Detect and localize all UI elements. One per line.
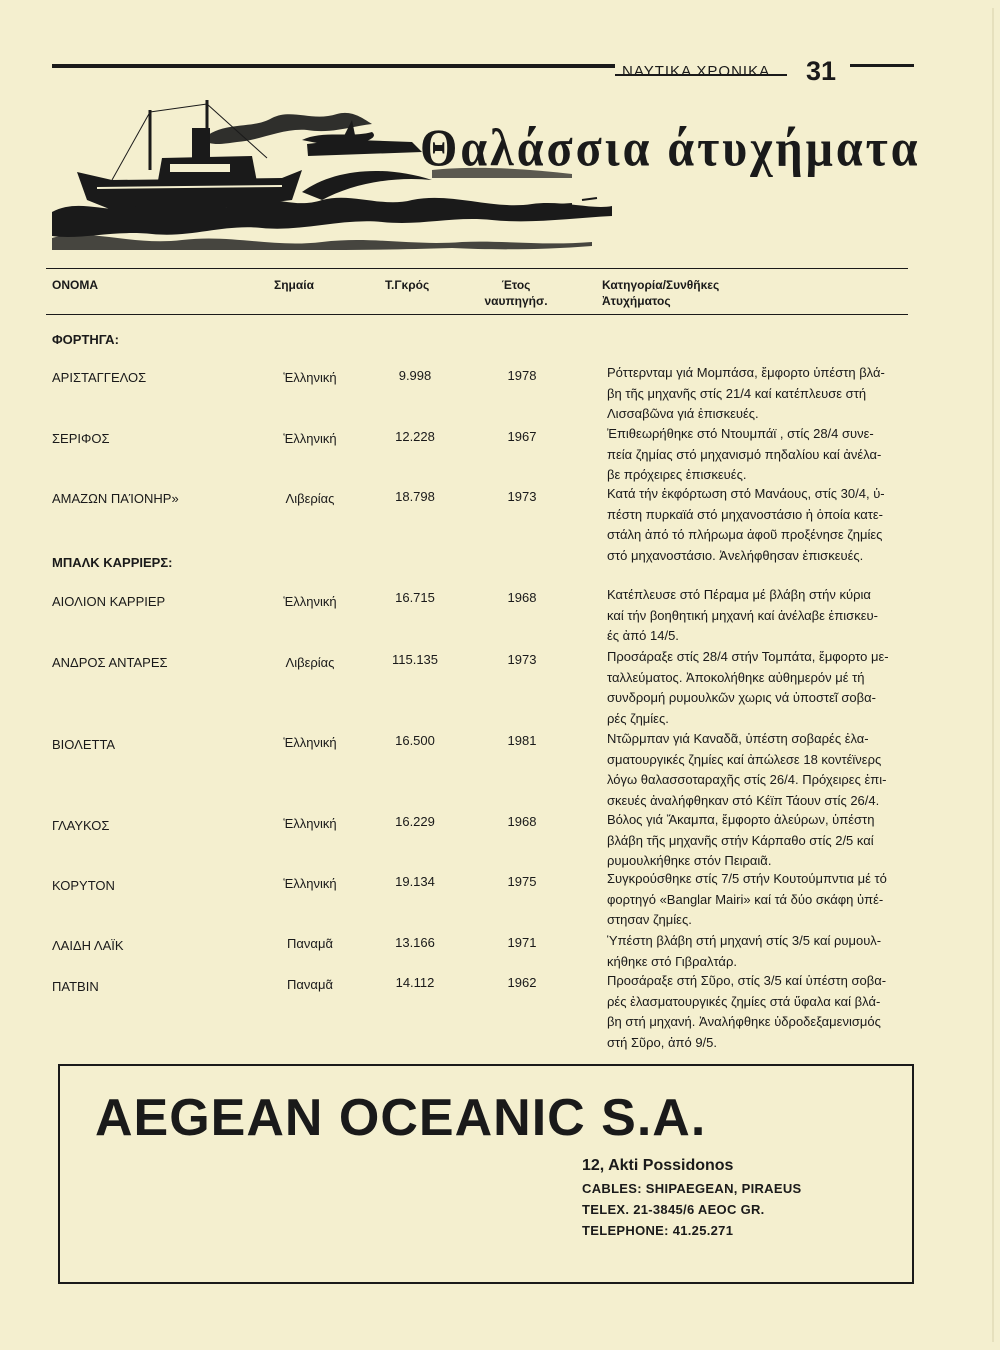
ship-tonnage: 12.228 bbox=[395, 429, 435, 444]
ship-flag: Ἑλληνική bbox=[283, 876, 337, 891]
table-header-rule bbox=[46, 314, 908, 315]
incident-description: Ρόττερνταμ γιά Μομπάσα, ἔμφορτο ὑπέστη βλά- βη τῆς μηχανῆς στίς 21/4 καί κατέπλευσε στή Λισσαβῶνα γιά ἐπισκευές. bbox=[607, 365, 885, 421]
ship-tonnage: 14.112 bbox=[395, 975, 435, 990]
ship-flag: Ἑλληνική bbox=[283, 816, 337, 831]
column-header-tonnage: Τ.Γκρός bbox=[385, 278, 430, 292]
ship-name: ΣΕΡΙΦΟΣ bbox=[52, 431, 110, 446]
column-header-category: Κατηγορία/Συνθῆκες Ἀτυχήματος bbox=[602, 278, 720, 308]
table-top-rule bbox=[46, 268, 908, 269]
group-label-cargo: ΦΟΡΤΗΓΑ: bbox=[52, 332, 119, 347]
column-header-name: ΟΝΟΜΑ bbox=[52, 278, 98, 292]
incident-description: Ἐπιθεωρήθηκε στό Ντουμπάϊ , στίς 28/4 συνε- πεία ζημίας στό μηχανισμό πηδαλίου καί ἀνέλα- βε πρόχειρες ἐπισκευές. bbox=[607, 426, 882, 482]
ship-year: 1978 bbox=[507, 368, 537, 383]
ship-tonnage: 19.134 bbox=[395, 874, 435, 889]
incident-description: Ὑπέστη βλάβη στή μηχανή στίς 3/5 καί ρυμουλ- κήθηκε στό Γιβραλτάρ. bbox=[607, 933, 882, 969]
ship-name: ΛΑΙΔΗ ΛΑΪΚ bbox=[52, 938, 124, 953]
ship-name: ΠΑΤΒΙΝ bbox=[52, 979, 99, 994]
ship-flag: Λιβερίας bbox=[285, 655, 335, 670]
page-number: 31 bbox=[806, 56, 837, 86]
journal-name: ΝΑΥΤΙΚΑ ΧΡΟΝΙΚΑ bbox=[622, 63, 771, 80]
ship-name: ΑΡΙΣΤΑΓΓΕΛΟΣ bbox=[52, 370, 147, 385]
ship-year: 1967 bbox=[507, 429, 537, 444]
incident-description: Συγκρούσθηκε στίς 7/5 στήν Κουτούμπντια μέ τό φορτηγό «Banglar Mairi» καί τά δύο σκάφη ὑπέ- στησαν ζημίες. bbox=[607, 871, 887, 927]
ship-flag: Παναμᾶ bbox=[287, 977, 333, 992]
ship-flag: Ἑλληνική bbox=[283, 370, 337, 385]
ship-year: 1981 bbox=[507, 733, 537, 748]
ship-tonnage: 18.798 bbox=[395, 489, 435, 504]
ship-name: ΒΙΟΛΕΤΤΑ bbox=[52, 737, 116, 752]
incident-description: Προσάραξε στίς 28/4 στήν Τομπάτα, ἔμφορτο με- ταλλεύματος. Ἀποκολήθηκε αὐθημερόν μέ τή συνδρομή ρυμουλκῶν χωρις νά ὑποστεῖ σοβα- ρές ζημίες. bbox=[607, 649, 889, 726]
incident-description: Κατά τήν ἐκφόρτωση στό Μανάους, στίς 30/4, ὑ- πέστη πυρκαϊά στό μηχανοστάσιο ἡ ὁποία κατε- στάλη ἀπό τό πλήρωμα ἀφοῦ προξένησε ζημίες στό μηχανοστάσιο. Ἀνελήφθησαν ἐπισκευές. bbox=[607, 486, 885, 563]
ship-year: 1973 bbox=[507, 652, 537, 667]
section-title: Θαλάσσια άτυχήματα bbox=[420, 119, 921, 178]
advertiser-cables: CABLES: SHIPAEGEAN, PIRAEUS bbox=[582, 1181, 802, 1196]
column-header-year: Έτος ναυπηγήσ. bbox=[484, 278, 548, 308]
ship-tonnage: 13.166 bbox=[395, 935, 435, 950]
ship-flag: Παναμᾶ bbox=[287, 936, 333, 951]
header-rule-left bbox=[52, 64, 615, 68]
column-header-flag: Σημαία bbox=[274, 278, 314, 292]
advertiser-telephone: TELEPHONE: 41.25.271 bbox=[582, 1223, 734, 1238]
ship-tonnage: 16.500 bbox=[395, 733, 435, 748]
ship-year: 1962 bbox=[507, 975, 537, 990]
advertiser-address: 12, Akti Possidonos bbox=[582, 1157, 734, 1174]
incident-description: Βόλος γιά Ἄκαμπα, ἔμφορτο ἀλεύρων, ὑπέστη βλάβη τῆς μηχανῆς στήν Κάρπαθο στίς 2/5 καί ρυμουλκήθηκε στόν Πειραιᾶ. bbox=[607, 812, 875, 868]
ship-name: ΓΛΑΥΚΟΣ bbox=[52, 818, 110, 833]
incident-description: Κατέπλευσε στό Πέραμα μέ βλάβη στήν κύρια καί τήν βοηθητική μηχανή καί ἀνέλαβε ἐπισκευ- ές ἀπό 14/5. bbox=[607, 587, 878, 643]
ship-tonnage: 9.998 bbox=[398, 368, 432, 383]
ship-flag: Ἑλληνική bbox=[283, 431, 337, 446]
ship-year: 1968 bbox=[507, 814, 537, 829]
ship-name: ΑΝΔΡΟΣ ΑΝΤΑΡΕΣ bbox=[52, 655, 168, 670]
ship-flag: Λιβερίας bbox=[285, 491, 335, 506]
ship-year: 1973 bbox=[507, 489, 537, 504]
group-label-bulk-carriers: ΜΠΑΛΚ ΚΑΡΡΙΕΡΣ: bbox=[52, 555, 173, 570]
ship-year: 1968 bbox=[507, 590, 537, 605]
ship-year: 1975 bbox=[507, 874, 537, 889]
ship-year: 1971 bbox=[507, 935, 537, 950]
ship-flag: Ἑλληνική bbox=[283, 594, 337, 609]
advertiser-name: AEGEAN OCEANIC S.A. bbox=[95, 1089, 707, 1147]
ship-tonnage: 115.135 bbox=[391, 652, 439, 667]
incident-description: Προσάραξε στή Σῦρο, στίς 3/5 καί ὑπέστη σοβα- ρές ἐλασματουργικές ζημίες στά ὕφαλα καί βλά- βη στή μηχανή. Ἀναλήφθηκε ὑδροδεξαμενισμός στή Σῦρο, ἀπό 9/5. bbox=[607, 973, 887, 1050]
ship-tonnage: 16.715 bbox=[395, 590, 435, 605]
ship-name: ΑΜΑΖΩΝ ΠΑΊΟΝΗΡ» bbox=[52, 491, 179, 506]
ship-tonnage: 16.229 bbox=[395, 814, 435, 829]
ship-name: ΚΟΡΥΤΟΝ bbox=[52, 878, 115, 893]
incident-description: Ντῶρμπαν γιά Καναδᾶ, ὑπέστη σοβαρές ἐλα- σματουργικές ζημίες καί ἀπώλεσε 18 κοντέϊνερς λόγω θαλασσοταραχῆς στίς 26/4. Πρόχειρες ἐπι- σκευές ἀναλήφθηκαν στό Κέϊπ Τάουν στίς 26/4. bbox=[607, 731, 887, 808]
advertiser-telex: TELEX. 21-3845/6 AEOC GR. bbox=[582, 1202, 765, 1217]
ship-name: ΑΙΟΛΙΟΝ ΚΑΡΡΙΕΡ bbox=[52, 594, 166, 609]
header-rule-right bbox=[850, 64, 914, 67]
ship-flag: Ἑλληνική bbox=[283, 735, 337, 750]
